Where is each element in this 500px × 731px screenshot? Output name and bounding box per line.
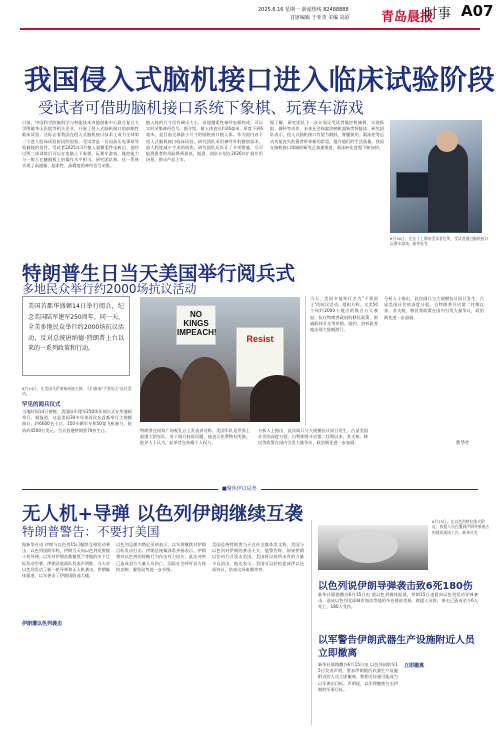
article2-photo-caption: 6月14日，在美国马萨诸塞州波士顿，人们参加"不要国王"抗议活动。 <box>22 386 132 397</box>
article2-col4: 分析人士指出，此次阅兵与大规模抗议同日发生，凸显美国社会的深度分裂。自特朗普开启第二任期以来，其关税、移民等政策在国内引发大量争议，政治极化进一步加剧。 <box>384 296 484 320</box>
article5-body: 新华社耶路撒冷6月15日电 以色列国防军15日发表声明，要求伊朗境内武器生产设施附近的人员立即撤离，称相关设施可能成为以军袭击目标。声明说，以军将继续打击伊朗的军事目标。 <box>318 662 398 692</box>
section-divider-label: ■聚焦伊以局势 <box>218 485 261 492</box>
article2-col3-lower: 分析人士指出，此次阅兵与大规模抗议同日发生，凸显美国社会的深度分裂。自特朗普开启第二任期以来，其关税、移民等政策在国内引发大量争议，政治极化进一步加剧。 <box>258 428 368 446</box>
page-number: A07 <box>461 2 494 20</box>
article2-col2: 特朗普在国家广场观礼台上发表讲话称，美国军队是世界上最强大的军队。对于阅兵耗资问题，他表示花费物有所值。批评人士认为，此举旨在炫耀个人权力。 <box>140 428 250 446</box>
article1-subtitle: 受试者可借助脑机接口系统下象棋、玩赛车游戏 <box>38 99 364 117</box>
article2-section-label: 罕见的阅兵仪式 <box>22 402 61 408</box>
protest-sign-resist: Resist <box>236 327 284 387</box>
article3-photo-caption: 6月15日，在以色列特拉维夫附近，救援人员在遭到伊朗导弹袭击的建筑现场工作。新华社发 <box>432 519 489 535</box>
protest-sign-no-kings: NO KINGS IMPEACH! <box>176 305 216 345</box>
computer-screen-shape <box>396 172 432 198</box>
article1-col1: 日前，中国科学院脑科学与智能技术卓越创新中心联合复旦大学附属华山医院等相关企业，开展了侵入式脑机接口的前瞻性临床试验。这标志着我国在侵入式脑机接口技术上成为全球第二个进入临床试验阶段的国家。受试者是一位因高压电事故导致截肢的男性。受试者2025年3月植入超微柔性电极后，他经过两三周训练后可以在电脑上下象棋、玩赛车游戏，操控能力与一般人在触摸板上的操作水平相当。研究团队称，这一系统实现了高通量、超柔性、高精度的神经信号采集。 <box>22 120 139 169</box>
article5-label: 立即撤离 <box>404 663 425 669</box>
article4-body: 新华社耶路撒冷6月15日电 据以色列媒体报道，伊朗15日凌晨向以色列发动导弹袭击，造成以色列北部城市海法等地的多处建筑受损。救援人员称，袭击已造成至少6人死亡、180人受伤。 <box>318 592 478 610</box>
article4-title: 以色列说伊朗导弹袭击致6死180伤 <box>318 581 473 592</box>
page-header <box>0 0 500 42</box>
article1-photo <box>390 120 482 233</box>
column-divider <box>305 296 306 426</box>
editor-line: 首席编辑 于亚青 美编 高原 <box>290 15 350 21</box>
article2-lead-box <box>22 296 130 376</box>
article2-byline: 新华社 <box>456 441 470 446</box>
article2-subtitle: 多地民众举行约2000场抗议活动 <box>22 282 197 296</box>
article3-col1: 据新华社电 伊朗与以色列15日继续互相发动袭击。以色列国防军称，伊朗当天向以色列发射数十枚导弹，以军对伊朗首都德黑兰等地的多个目标发动空袭。伊朗武装部队发表声明称，当天对以色列发动了新一轮导弹和无人机袭击。伊朗媒体报道，以军袭击了伊朗国防部大楼。 <box>22 542 110 579</box>
article3-col2: 以色列总理内塔尼亚胡表示，以军将继续对伊朗目标发动打击。伊朗总统佩泽希齐扬表示，伊朗将对以色列的侵略行为作出有力回应。此次冲突已造成双方大量人员伤亡。国际社会呼吁双方保持克制，避免局势进一步升级。 <box>116 542 206 572</box>
article3-title: 无人机+导弹 以色列伊朗继续互袭 <box>22 504 303 525</box>
person-shape <box>428 142 468 232</box>
article1-title: 我国侵入式脑机接口进入临床试验阶段 <box>24 64 495 96</box>
article3-subtitle: 特朗普警告：不要打美国 <box>22 524 160 539</box>
article5-title: 以军警告伊朗武器生产设施附近人员立即撤离 <box>318 635 475 659</box>
crowd-shape <box>140 367 185 422</box>
article3-photo <box>318 525 428 570</box>
article1-col3: 据了解，研究团队下一步计划让受试者操控机械臂，实现抓取、握杯等动作，未来还会探索控制机器狗等智能体。研究团队表示，侵入式脑机接口有望为截肢、脊髓损伤、渐冻症等运动功能丧失的患者带来新的希望，提升他们的生活质量。我国在脑机接口领域的研究正加速推进，临床转化进程不断加快。 <box>270 120 384 150</box>
article3-col3: 美国总统特朗普当天在社交媒体发文称，美国与以色列对伊朗的袭击无关。他警告称，如果伊朗以任何方式攻击美国，美国将以前所未有的力量予以回击。他还表示，美国可以轻松促成伊以达成协议，结束这场血腥冲突。 <box>212 542 304 572</box>
article2-col3: 当天，美国多地举行名为"不要国王"的抗议活动。组织方称，全美50个州约2000个地点的数百万人参加，抗议特朗普政府的移民政策、削减联邦开支等举措。纽约、洛杉矶等地出现大规模游行。 <box>310 296 378 333</box>
crowd-shape <box>180 357 230 422</box>
article2-col1: 当地时间14日傍晚，美国陆军建军250周年阅兵式在华盛顿举行。据报道，这是美国30多年来首次在首都举行大规模阅兵，约6600名士兵、150多辆军车和50架飞机参与，耗资约4500万美元。当天恰逢特朗普79岁生日。 <box>22 409 132 433</box>
date-line: 2025.6.16 星期一 新闻热线 82488888 <box>258 7 349 13</box>
article3-subheading: 伊朗遭以色列袭击 <box>22 621 63 627</box>
person-head-shape <box>436 130 458 152</box>
article1-col2: 植入体的尺寸仅有硬币大小，由超微柔性神经电极构成，可以实时采集神经信号。据介绍，植入体直径约26毫米，厚度不到6毫米，是目前全球最小尺寸的脑机接口植入体。作为国内首个侵入式脑机接口临床试验，研究团队采用神经外科微创技术，最大程度减少手术的创伤。研究团队还设计了多项措施，尽可能将患者的风险降到最低。据悉，团队计划在2026年扩展应用场景，推动产品上市。 <box>146 120 263 163</box>
crowd-shape <box>250 375 300 422</box>
smoke-shape <box>338 529 398 563</box>
section-name: 时事 <box>424 6 451 22</box>
header-rule <box>20 28 480 30</box>
article2-title: 特朗普生日当天美国举行阅兵式 <box>22 262 296 285</box>
newspaper-logo: 青岛晨报 <box>381 10 434 25</box>
article1-photo-caption: 6月30日，在位于上海的受试者住所，受试者通过脑机接口玩赛车游戏。新华社发 <box>390 236 489 247</box>
column-divider <box>311 520 312 725</box>
article2-lead-text: 美国首都华盛顿14日举行阅兵，纪念美国陆军建军250周年。同一天，全美多地民众举行约2000场抗议活动，反对总统唐纳德·特朗普上台以来的一系列政策和行动。 <box>28 303 124 352</box>
article2-photo <box>140 297 300 422</box>
